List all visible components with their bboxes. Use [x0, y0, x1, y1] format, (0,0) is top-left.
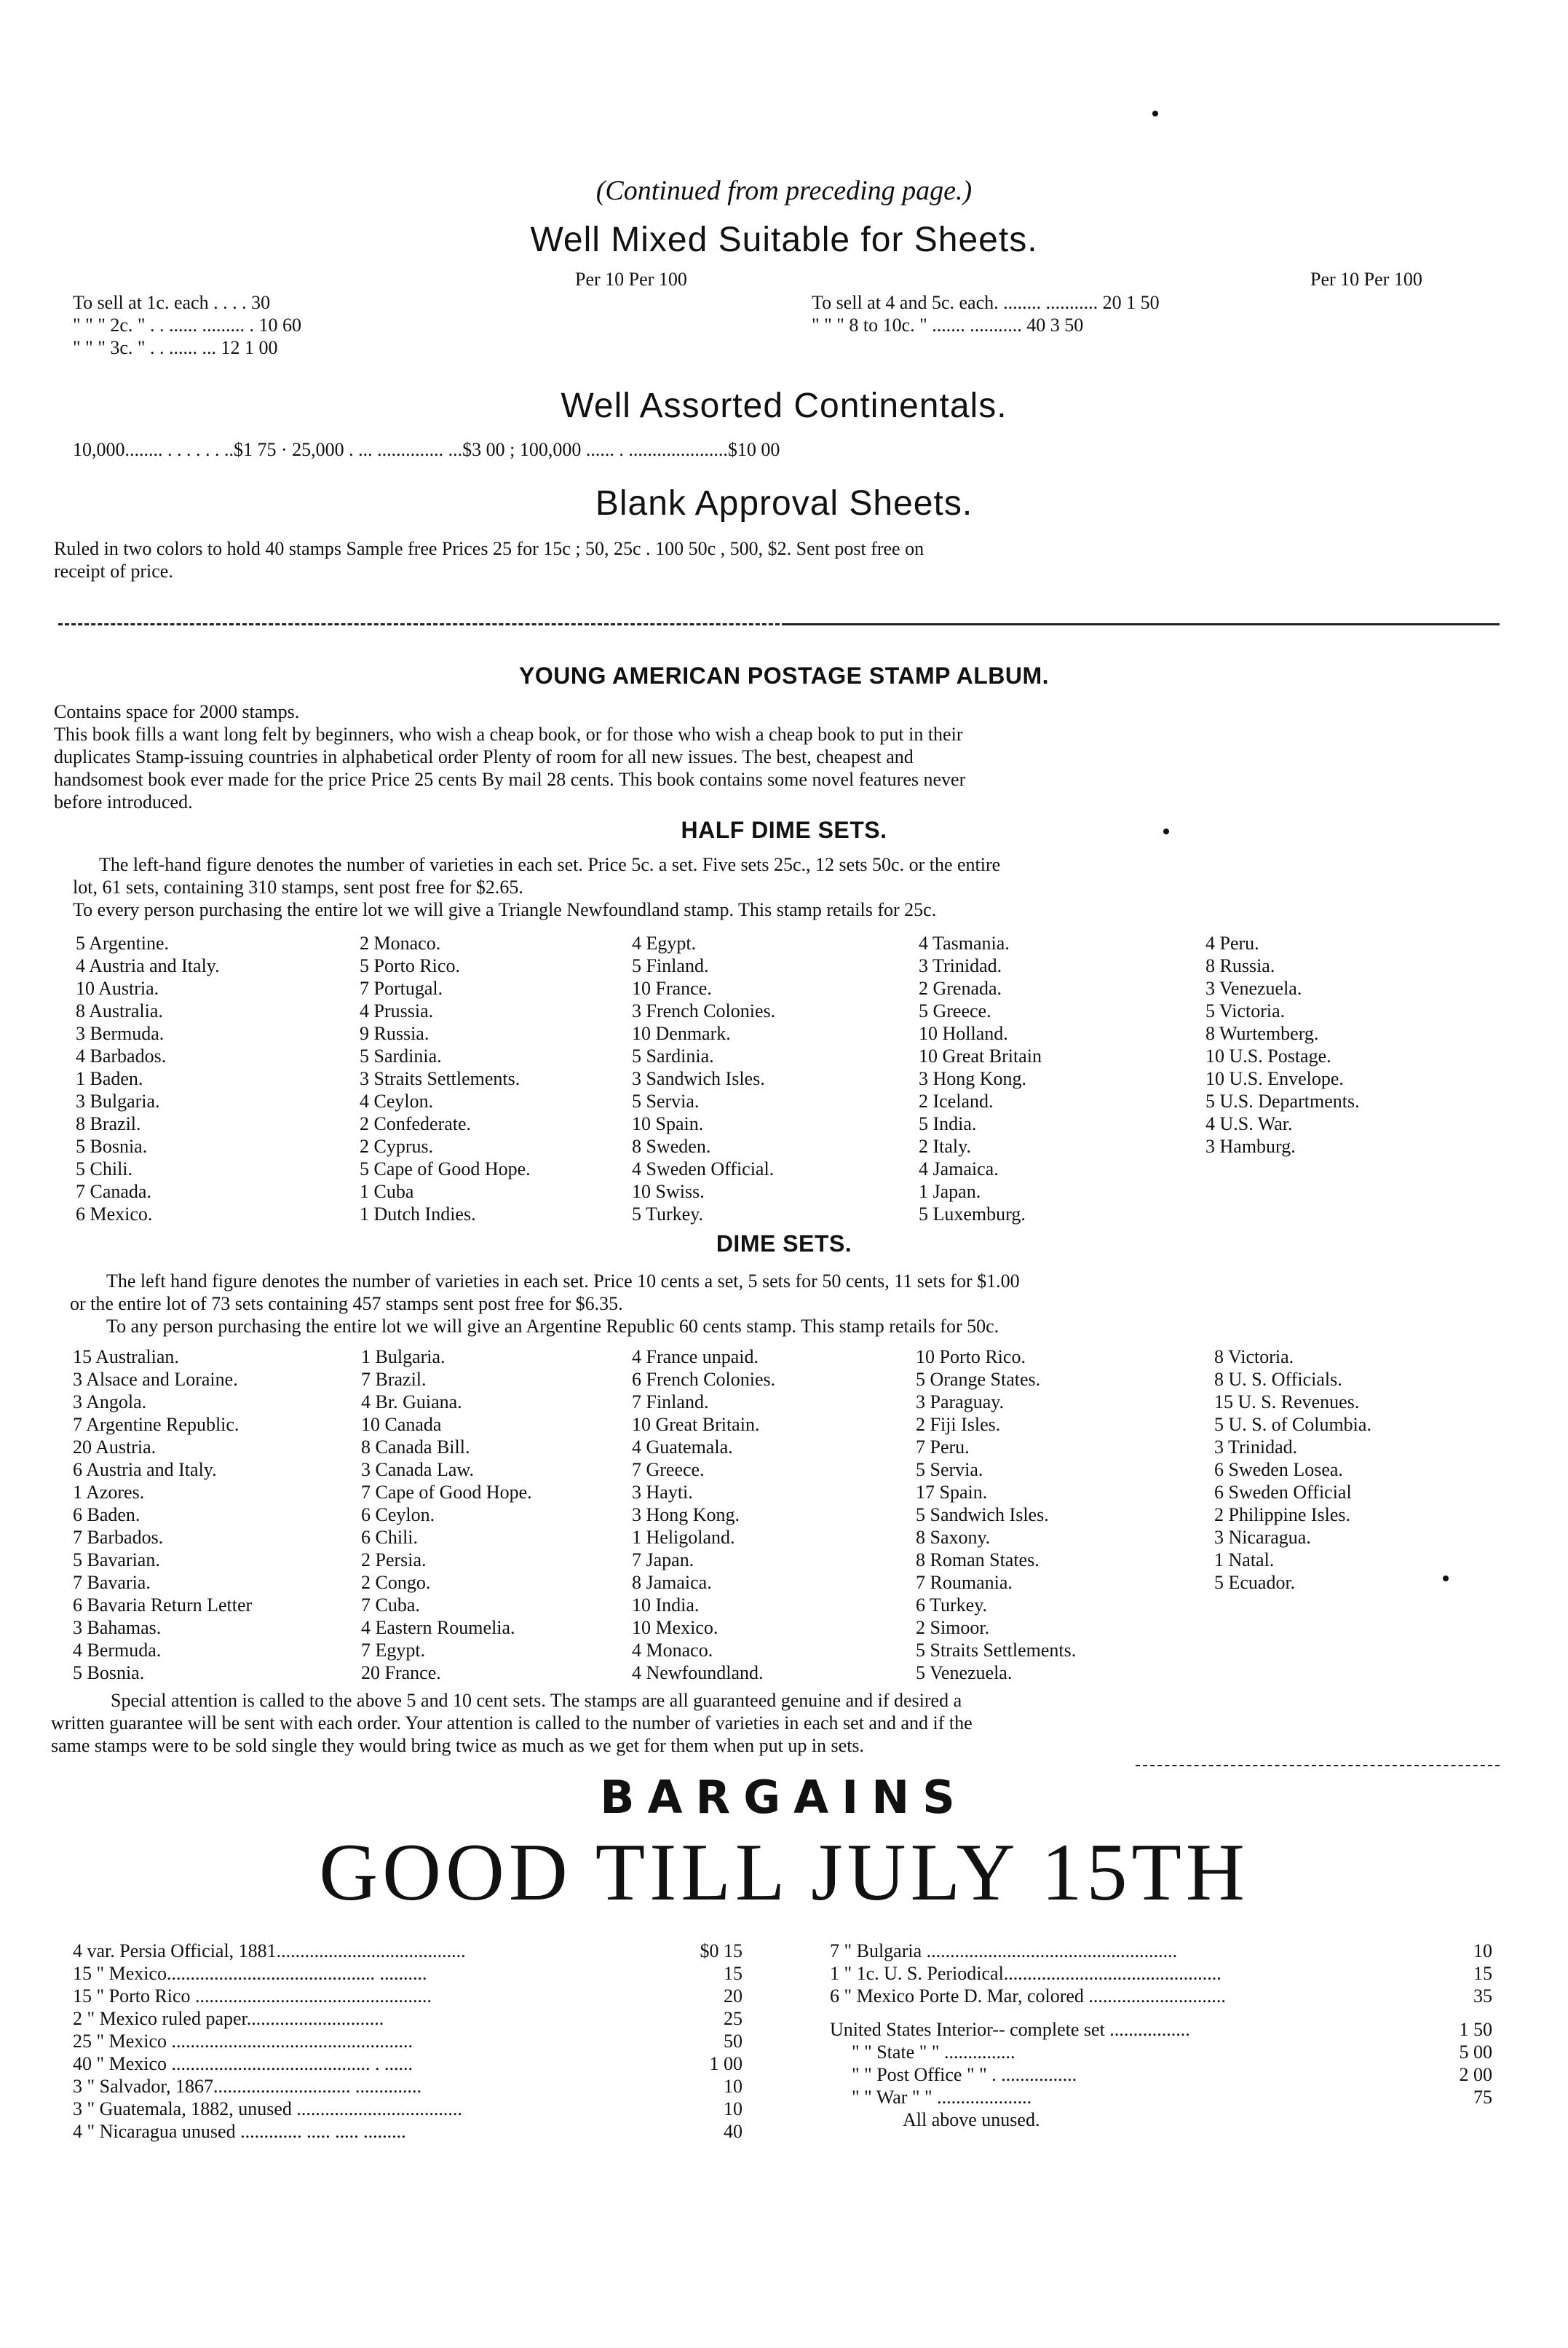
bargain-item: United States Interior-- complete set ................. — [830, 2019, 1190, 2040]
dime-line: To any person purchasing the entire lot we will give an Argentine Republic 60 cents stamp. This stamp retails for 50c. — [106, 1316, 999, 1337]
half-dime-column — [919, 932, 1042, 1225]
list-item: 4 Newfoundland. — [632, 1662, 764, 1683]
list-item: 3 Canada Law. — [361, 1459, 474, 1480]
list-item: 15 U. S. Revenues. — [1214, 1391, 1360, 1412]
list-item: 5 Sandwich Isles. — [916, 1504, 1049, 1525]
well-mixed-title: Well Mixed Suitable for Sheets. — [530, 221, 1038, 259]
dime-column — [916, 1345, 1076, 1684]
list-item: 7 Greece. — [632, 1459, 705, 1480]
bargain-item: 1 " 1c. U. S. Periodical.............................................. — [830, 1963, 1221, 1984]
bargain-item: 4 var. Persia Official, 1881........................................ — [73, 1940, 466, 1961]
list-item: 5 Venezuela. — [916, 1662, 1013, 1683]
list-item: 10 U.S. Postage. — [1205, 1045, 1331, 1067]
list-item: 3 Nicaragua. — [1214, 1527, 1311, 1548]
list-item: 10 Great Britain — [919, 1045, 1042, 1067]
list-item: 3 Straits Settlements. — [360, 1068, 520, 1089]
divider — [1136, 1765, 1500, 1766]
list-item: 5 Servia. — [632, 1091, 700, 1112]
list-item: 7 Cuba. — [361, 1594, 420, 1616]
well-mixed-row: " " " 8 to 10c. " ....... ........... 40 3 50 — [812, 315, 1084, 336]
list-item: 4 Bermuda. — [73, 1640, 162, 1661]
bargain-item: 3 " Salvador, 1867............................. .............. — [73, 2076, 421, 2097]
bargain-item: 2 " Mexico ruled paper............................. — [73, 2008, 384, 2029]
list-item: 3 Trinidad. — [919, 955, 1002, 976]
list-item: 3 Hong Kong. — [632, 1504, 740, 1525]
list-item: 10 Austria. — [76, 978, 159, 999]
list-item: 7 Cape of Good Hope. — [361, 1482, 532, 1503]
list-item: 8 Canada Bill. — [361, 1436, 470, 1458]
list-item: 6 Mexico. — [76, 1203, 153, 1225]
bargain-item: 3 " Guatemala, 1882, unused ................................... — [73, 2098, 462, 2119]
bargain-price: $0 15 — [700, 1940, 743, 1961]
list-item: 3 Hayti. — [632, 1482, 693, 1503]
divider — [58, 623, 786, 625]
list-item: 4 Prussia. — [360, 1000, 434, 1021]
list-item: 7 Peru. — [916, 1436, 970, 1458]
dime-line: The left hand figure denotes the number of varieties in each set. Price 10 cents a set, 5 sets for 50 cents, 11 sets for $1.00 — [106, 1270, 1020, 1292]
bargain-price: 1 50 — [1459, 2019, 1492, 2040]
speck-mark — [1163, 829, 1169, 834]
dime-column — [361, 1345, 532, 1684]
list-item: 10 Denmark. — [632, 1023, 731, 1044]
dime-text — [70, 1270, 1533, 1337]
list-item: 7 Egypt. — [361, 1640, 426, 1661]
bargain-price: 40 — [724, 2121, 743, 2142]
list-item: 6 Turkey. — [916, 1594, 988, 1616]
list-item: 5 Chili. — [76, 1158, 133, 1179]
list-item: 5 Luxemburg. — [919, 1203, 1026, 1225]
list-item: 4 Jamaica. — [919, 1158, 999, 1179]
list-item: 4 Barbados. — [76, 1045, 167, 1067]
speck-mark — [1152, 111, 1158, 116]
half-dime-column — [632, 932, 775, 1225]
list-item: 5 Bosnia. — [76, 1136, 148, 1157]
list-item: 2 Confederate. — [360, 1113, 472, 1134]
bargains-left-list — [73, 1940, 743, 2173]
bargain-price: 50 — [724, 2031, 743, 2052]
bargain-item: " " State " " ............... — [852, 2041, 1015, 2063]
dime-column — [73, 1345, 252, 1684]
list-item: 5 Sardinia. — [632, 1045, 714, 1067]
bargain-price: 2 00 — [1459, 2064, 1492, 2085]
bargain-item: 40 " Mexico .......................................... . ...... — [73, 2053, 413, 2074]
list-item: 4 Egypt. — [632, 933, 697, 954]
dime-footer-line: Special attention is called to the above 5 and 10 cent sets. The stamps are all guaranteed genuine and if desired a — [111, 1690, 962, 1711]
list-item: 5 Bosnia. — [73, 1662, 145, 1683]
list-item: 5 Servia. — [916, 1459, 983, 1480]
bargain-price: 10 — [724, 2098, 743, 2119]
list-item: 5 Bavarian. — [73, 1549, 160, 1570]
bargain-item: " " Post Office " " . ................ — [852, 2064, 1077, 2085]
list-item: 10 India. — [632, 1594, 700, 1616]
list-item: 10 Mexico. — [632, 1617, 718, 1638]
bargain-price: 5 00 — [1459, 2041, 1492, 2063]
well-mixed-header-right: Per 10 Per 100 — [1310, 269, 1422, 290]
list-item: 5 Orange States. — [916, 1369, 1041, 1390]
list-item: 5 Ecuador. — [1214, 1572, 1296, 1593]
list-item: 1 Baden. — [76, 1068, 143, 1089]
list-item: 4 Peru. — [1205, 933, 1259, 954]
list-item: 20 France. — [361, 1662, 441, 1683]
list-item: 15 Australian. — [73, 1346, 179, 1367]
list-item: 7 Japan. — [632, 1549, 694, 1570]
list-item: 10 Holland. — [919, 1023, 1008, 1044]
list-item: 17 Spain. — [916, 1482, 988, 1503]
bargain-note: All above unused. — [903, 2109, 1040, 2130]
list-item: 9 Russia. — [360, 1023, 429, 1044]
list-item: 4 Ceylon. — [360, 1091, 434, 1112]
list-item: 7 Canada. — [76, 1181, 151, 1202]
bargain-price: 25 — [724, 2008, 743, 2029]
list-item: 5 Victoria. — [1205, 1000, 1286, 1021]
list-item: 1 Azores. — [73, 1482, 145, 1503]
list-item: 10 Canada — [361, 1414, 442, 1435]
list-item: 6 Sweden Losea. — [1214, 1459, 1343, 1480]
list-item: 3 Trinidad. — [1214, 1436, 1298, 1458]
approval-text — [54, 537, 1510, 582]
bargain-price: 15 — [724, 1963, 743, 1984]
list-item: 4 Guatemala. — [632, 1436, 733, 1458]
list-item: 7 Portugal. — [360, 978, 443, 999]
well-mixed-right-rows — [812, 291, 1160, 336]
list-item: 6 Sweden Official — [1214, 1482, 1352, 1503]
bargain-price: 1 00 — [709, 2053, 743, 2074]
list-item: 8 Victoria. — [1214, 1346, 1294, 1367]
list-item: 5 Straits Settlements. — [916, 1640, 1077, 1661]
list-item: 2 Iceland. — [919, 1091, 994, 1112]
list-item: 5 Porto Rico. — [360, 955, 460, 976]
bargain-item: 15 " Mexico............................................ .......... — [73, 1963, 427, 1984]
bargain-item: 25 " Mexico ................................................... — [73, 2031, 413, 2052]
list-item: 10 Great Britain. — [632, 1414, 760, 1435]
bargains-title: BARGAINS — [600, 1771, 968, 1824]
list-item: 20 Austria. — [73, 1436, 157, 1458]
bargain-price: 10 — [724, 2076, 743, 2097]
list-item: 2 Persia. — [361, 1549, 427, 1570]
list-item: 5 Argentine. — [76, 933, 170, 954]
list-item: 3 Sandwich Isles. — [632, 1068, 765, 1089]
continentals-title: Well Assorted Continentals. — [561, 387, 1007, 425]
list-item: 6 Chili. — [361, 1527, 419, 1548]
half-dime-line: lot, 61 sets, containing 310 stamps, sent post free for $2.65. — [73, 877, 523, 898]
speck-mark — [1443, 1576, 1449, 1581]
bargain-price: 35 — [1473, 1985, 1492, 2007]
list-item: 6 Austria and Italy. — [73, 1459, 217, 1480]
list-item: 6 Ceylon. — [361, 1504, 435, 1525]
list-item: 2 Monaco. — [360, 933, 441, 954]
list-item: 5 Finland. — [632, 955, 709, 976]
list-item: 7 Roumania. — [916, 1572, 1013, 1593]
bargain-price: 10 — [1473, 1940, 1492, 1961]
bargain-item: 15 " Porto Rico .................................................. — [73, 1985, 432, 2007]
list-item: 3 Angola. — [73, 1391, 147, 1412]
half-dime-column — [360, 932, 531, 1225]
list-item: 8 Brazil. — [76, 1113, 141, 1134]
list-item: 5 U. S. of Columbia. — [1214, 1414, 1371, 1435]
list-item: 2 Cyprus. — [360, 1136, 434, 1157]
list-item: 5 U.S. Departments. — [1205, 1091, 1360, 1112]
bargain-item: " " War " " .................... — [852, 2087, 1032, 2108]
dime-footer-line: written guarantee will be sent with each order. Your attention is called to the number of varieties in each set and and if the — [51, 1712, 973, 1734]
list-item: 10 U.S. Envelope. — [1205, 1068, 1344, 1089]
list-item: 3 Alsace and Loraine. — [73, 1369, 238, 1390]
list-item: 3 Bahamas. — [73, 1617, 162, 1638]
half-dime-column — [1205, 932, 1360, 1158]
list-item: 10 Porto Rico. — [916, 1346, 1026, 1367]
list-item: 3 Venezuela. — [1205, 978, 1302, 999]
list-item: 2 Simoor. — [916, 1617, 990, 1638]
list-item: 8 Wurtemberg. — [1205, 1023, 1319, 1044]
list-item: 3 French Colonies. — [632, 1000, 776, 1021]
list-item: 3 Paraguay. — [916, 1391, 1005, 1412]
half-dime-text — [73, 853, 1529, 921]
album-title: YOUNG AMERICAN POSTAGE STAMP ALBUM. — [518, 663, 1050, 689]
dime-title: DIME SETS. — [716, 1230, 852, 1257]
well-mixed-header-left: Per 10 Per 100 — [575, 269, 687, 290]
bargains-right-list — [808, 1940, 1492, 2173]
list-item: 4 Eastern Roumelia. — [361, 1617, 515, 1638]
well-mixed-row: " " " 2c. " . . ...... ......... . 10 60 — [73, 315, 301, 336]
list-item: 2 Philippine Isles. — [1214, 1504, 1351, 1525]
list-item: 6 French Colonies. — [632, 1369, 776, 1390]
list-item: 4 Monaco. — [632, 1640, 713, 1661]
album-line: before introduced. — [54, 791, 193, 813]
album-line: Contains space for 2000 stamps. — [54, 701, 300, 722]
list-item: 8 U. S. Officials. — [1214, 1369, 1342, 1390]
list-item: 1 Japan. — [919, 1181, 981, 1202]
album-text — [54, 700, 1517, 813]
list-item: 7 Argentine Republic. — [73, 1414, 239, 1435]
dime-footer-line: same stamps were to be sold single they would bring twice as much as we get for them when put up in sets. — [51, 1735, 865, 1756]
list-item: 7 Finland. — [632, 1391, 709, 1412]
half-dime-title: HALF DIME SETS. — [681, 817, 887, 843]
list-item: 5 Greece. — [919, 1000, 991, 1021]
half-dime-column — [76, 932, 220, 1225]
dime-line: or the entire lot of 73 sets containing 457 stamps sent post free for $6.35. — [70, 1293, 623, 1314]
list-item: 8 Russia. — [1205, 955, 1275, 976]
list-item: 1 Cuba — [360, 1181, 414, 1202]
album-line: This book fills a want long felt by beginners, who wish a cheap book, or for those who wish a cheap book to put in their — [54, 724, 963, 745]
list-item: 5 Turkey. — [632, 1203, 704, 1225]
list-item: 8 Australia. — [76, 1000, 163, 1021]
approval-line: receipt of price. — [54, 561, 173, 582]
list-item: 7 Barbados. — [73, 1527, 164, 1548]
list-item: 4 France unpaid. — [632, 1346, 759, 1367]
list-item: 10 Swiss. — [632, 1181, 705, 1202]
bargain-price: 75 — [1473, 2087, 1492, 2108]
half-dime-line: The left-hand figure denotes the number of varieties in each set. Price 5c. a set. Five sets 25c., 12 sets 50c. or the entire — [99, 854, 1001, 875]
list-item: 8 Jamaica. — [632, 1572, 712, 1593]
list-item: 7 Bavaria. — [73, 1572, 151, 1593]
list-item: 2 Congo. — [361, 1572, 431, 1593]
well-mixed-row: To sell at 4 and 5c. each. ........ ........... 20 1 50 — [812, 292, 1160, 313]
list-item: 5 Cape of Good Hope. — [360, 1158, 531, 1179]
list-item: 2 Fiji Isles. — [916, 1414, 1001, 1435]
list-item: 8 Roman States. — [916, 1549, 1040, 1570]
list-item: 3 Bulgaria. — [76, 1091, 160, 1112]
album-line: handsomest book ever made for the price Price 25 cents By mail 28 cents. This book contains some novel features never — [54, 769, 966, 790]
continentals-prices: 10,000........ . . . . . . ..$1 75 · 25,000 . ... .............. ...$3 00 ; 100,000 ...... . .....................$10 00 — [73, 439, 780, 460]
list-item: 5 Sardinia. — [360, 1045, 442, 1067]
list-item: 10 France. — [632, 978, 712, 999]
approval-title: Blank Approval Sheets. — [595, 484, 973, 523]
list-item: 6 Bavaria Return Letter — [73, 1594, 253, 1616]
list-item: 4 Sweden Official. — [632, 1158, 775, 1179]
half-dime-line: To every person purchasing the entire lot we will give a Triangle Newfoundland stamp. This stamp retails for 25c. — [73, 899, 937, 920]
list-item: 8 Saxony. — [916, 1527, 991, 1548]
list-item: 1 Heligoland. — [632, 1527, 735, 1548]
list-item: 3 Bermuda. — [76, 1023, 165, 1044]
dime-column — [1214, 1345, 1371, 1594]
list-item: 7 Brazil. — [361, 1369, 427, 1390]
list-item: 3 Hamburg. — [1205, 1136, 1296, 1157]
well-mixed-left-rows — [73, 291, 301, 359]
list-item: 10 Spain. — [632, 1113, 704, 1134]
list-item: 4 Austria and Italy. — [76, 955, 220, 976]
list-item: 4 U.S. War. — [1205, 1113, 1293, 1134]
list-item: 1 Natal. — [1214, 1549, 1275, 1570]
bargain-item: 4 " Nicaragua unused ............. ..... ..... ......... — [73, 2121, 406, 2142]
list-item: 8 Sweden. — [632, 1136, 711, 1157]
approval-line: Ruled in two colors to hold 40 stamps Sample free Prices 25 for 15c ; 50, 25c . 100 50c , 500, $2. Sent post free on — [54, 538, 924, 559]
bargain-price: 20 — [724, 1985, 743, 2007]
list-item: 4 Tasmania. — [919, 933, 1010, 954]
list-item: 2 Italy. — [919, 1136, 971, 1157]
list-item: 1 Bulgaria. — [361, 1346, 446, 1367]
divider — [786, 623, 1500, 625]
bargain-item: 7 " Bulgaria ..................................................... — [830, 1940, 1178, 1961]
album-line: duplicates Stamp-issuing countries in alphabetical order Plenty of room for all new issues. The best, cheapest and — [54, 746, 914, 767]
list-item: 4 Br. Guiana. — [361, 1391, 462, 1412]
well-mixed-row: To sell at 1c. each . . . . 30 — [73, 292, 271, 313]
bargain-price: 15 — [1473, 1963, 1492, 1984]
list-item: 6 Baden. — [73, 1504, 140, 1525]
dime-column — [632, 1345, 775, 1684]
list-item: 5 India. — [919, 1113, 977, 1134]
dime-footer — [51, 1689, 1521, 1757]
bargain-item: 6 " Mexico Porte D. Mar, colored ............................. — [830, 1985, 1226, 2007]
list-item: 3 Hong Kong. — [919, 1068, 1027, 1089]
continued-note: (Continued from preceding page.) — [595, 175, 973, 206]
well-mixed-row: " " " 3c. " . . ...... ... 12 1 00 — [73, 337, 278, 358]
list-item: 1 Dutch Indies. — [360, 1203, 476, 1225]
bargains-subtitle: GOOD TILL JULY 15TH — [319, 1827, 1249, 1918]
list-item: 2 Grenada. — [919, 978, 1002, 999]
